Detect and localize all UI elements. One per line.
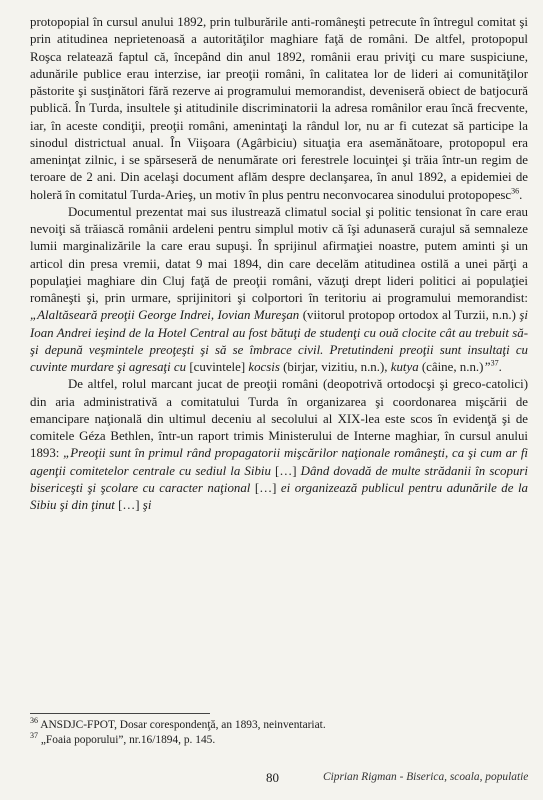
text-run: protopopial în cursul anului 1892, prin tulburările anti-româneşti petrecute în întregul comitat şi prin atitudinea neprietenoasă a autorităţilor maghiare faţă de români. De altfel, protopopul Roşca relatează faptul că, începând din anul 1892, românii erau priviţi cu mare suspiciune, adunările publice erau interzise, iar preoţii români, în calitatea lor de lideri ai comunităţilor păstorite şi susţinători fără rezerve ai programului memorandist, deveniseră obiect de batjocură publică. În Turda, insultele şi atitudinile discriminatorii la adresa românilor erau încă frecvente, iar, în aceste condiţii, preoţii români, amenintaţi la rândul lor, nu ar fi cutezat să participe la sinodul districtual anual. În Viişoara (Agârbiciu) situaţia era asemănătoare, protopopul era ameninţat zilnic, i se spărseseră de nenumărate ori ferestrele locuinţei şi trăia într-un regim de teroare de 2 ani. Din acelaşi document aflăm despre declanşarea, în anul 1892, a epidemiei de holeră în comitatul Turda-Arieş, un motiv în plus pentru neconvocarea sinodului protopopesc (30, 15, 528, 202)
text-run: . (498, 360, 502, 374)
text-run: […] (270, 463, 301, 478)
italic-quote: ei organizează publicul pentru adunările de la Sibiu şi din ţinut (30, 480, 528, 512)
footnote-text: „Foaia poporului”, nr.16/1894, p. 145. (40, 734, 216, 746)
footnote-reference: 37 (490, 358, 499, 368)
footnote-37 (30, 733, 500, 748)
italic-quote: „Preoţii sunt în primul rând propagatorii mişcărilor naţionale româneşti, ca şi cum ar fi agenţii comitetelor centrale cu sediul la Sibiu (30, 446, 528, 478)
text-run: (viitorul protopop ortodox al Turzii, n.n.) (299, 308, 520, 323)
footnote-marker: 36 (30, 716, 38, 726)
italic-quote: kocsis (248, 360, 280, 374)
page-body (30, 14, 528, 514)
paragraph-p3 (30, 376, 528, 514)
text-run: [cuvintele] (186, 360, 249, 374)
page-footer (0, 770, 543, 792)
italic-quote: kutya (390, 360, 419, 374)
footnote-separator (30, 713, 210, 714)
text-run: Documentul prezentat mai sus ilustrează climatul social şi politic tensionat în care erau nevoiţi să trăiască românii ardeleni pentru simplul motiv că îşi adunaseră curajul să semnaleze lumii marginalizările la care erau supuşi. În sprijinul afirmaţiei noastre, putem aminti şi un articol din presa vremii, datat 9 mai 1894, din care decelăm atitudinea ostilă a unei părţi a populaţiei maghiare din Cluj faţă de preoţii români, văzuţi drept lideri politici ai populaţiei româneşti şi, prin urmare, sprijinitori şi colportori în teritoriu ai programului memorandist: (30, 204, 528, 305)
text-run: […] (114, 498, 143, 512)
italic-quote: Dând dovadă de multe strădanii în scopuri bisericeşti şi şcolare cu caracter naţional (30, 463, 528, 495)
footnote-text: ANSDJC-FPOT, Dosar corespondenţă, an 1893, neinventariat. (40, 719, 326, 731)
text-run: . (519, 187, 523, 202)
paragraph-p2 (30, 204, 528, 377)
italic-quote: „Alaltăseară preoţii George Indrei, Iovian Mureşan (30, 308, 300, 323)
main-text (30, 14, 528, 514)
italic-quote: şi Ioan Andrei ieşind de la Hotel Central au fost bătuţi de studenţi cu ouă clocite cât au trebuit să-şi depună veşmintele preoţeşti şi să se îmbrace civil. Pretutindeni preoţii sunt insultaţi cu cuvinte murdare şi agresaţi cu (30, 308, 528, 374)
text-run: (câine, n.n.) (418, 360, 484, 374)
footnote-36 (30, 718, 500, 733)
footnote-reference: 36 (511, 186, 520, 196)
text-run: (birjar, vizitiu, n.n.), (279, 360, 391, 374)
text-run: […] (250, 480, 281, 495)
text-run: De altfel, rolul marcant jucat de preoţii români (deopotrivă ortodocşi şi greco-catolici) din aria administrativă a comitatului Turda în organizarea şi coordonarea mişcării de emancipare naţională din ultimul deceniu al secolului al XIX-lea este scos în evidenţă şi de comitele Géza Bethlen, într-un raport trimis Ministerului de Interne maghiar, în cursul anului 1893: (30, 377, 528, 461)
italic-quote: ” (483, 360, 491, 374)
footnotes (30, 718, 500, 748)
running-footer: Ciprian Rigman - Biserica, scoala, populatie (323, 771, 529, 783)
paragraph-p1 (30, 14, 528, 204)
page-number: 80 (266, 770, 279, 785)
italic-quote: şi (142, 498, 152, 512)
footnote-marker: 37 (30, 731, 38, 741)
